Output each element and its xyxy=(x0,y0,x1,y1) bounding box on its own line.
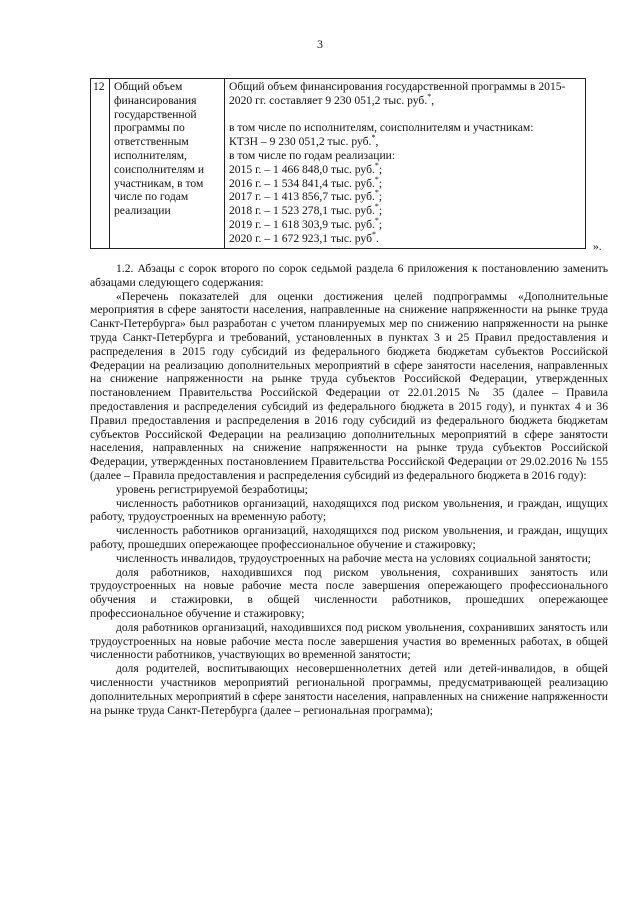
page-number: 3 xyxy=(317,37,323,51)
paragraph: численность работников организаций, находящихся под риском увольнения, и граждан, ищущих работу, прошедших опережающее профессиональное обучение и стажировку; xyxy=(90,524,608,551)
year-line: 2018 г. – 1 523 278,1 тыс. руб.*; xyxy=(229,202,383,218)
paragraph: численность работников организаций, находящихся под риском увольнения, и граждан, ищущих работу, трудоустроенных на временную работу; xyxy=(90,496,608,524)
closing-quote: ». xyxy=(593,240,602,253)
row-label: Общий объем финансирования государственной программы по ответственным исполнителям, соисполнителям и участникам, в том числе по годам реализации xyxy=(110,79,225,249)
total-financing: Общий объем финансирования государственной программы в 2015-2020 гг. составляет 9 230 051,2 тыс. руб.*, xyxy=(229,80,566,107)
year-line: 2019 г. – 1 618 303,9 тыс. руб.*; xyxy=(229,216,383,231)
year-line: 2016 г. – 1 534 841,4 тыс. руб.*; xyxy=(229,174,383,190)
paragraph: «Перечень показателей для оценки достижения целей подпрограммы «Дополнительные мероприятия в сфере занятости населения, направленные на снижение напряженности на рынке труда Санкт-Петербурга» был разработан с учетом планируемых мер по снижению напряженности на рынке труда Санкт-Петербурга и требований, установленных в пунктах 3 и 25 Правил предоставления и распределения в 2015 году субсидий из федерального бюджета бюджетам субъектов Российской Федерации на реализацию дополнительных мероприятий в сфере занятости населения, направленных на снижение напряженности на рынке труда субъектов Российской Федерации, утвержденных постановлением Правительства Российской Федерации от 22.01.2015 № 35 (далее – Правила предоставления и распределения субсидий из федерального бюджета в 2015 году), и пунктах 4 и 36 Правил предоставления и распределения в 2016 году субсидий из федерального бюджета бюджетам субъектов Российской Федерации на реализацию дополнительных мероприятий в сфере занятости населения, направленных на снижение напряженности на рынке труда субъектов Российской Федерации, утвержденных постановлением Правительства Российской Федерации от 29.02.2016 № 155 (далее – Правила предоставления и распределения субсидий из федерального бюджета в 2016 году): xyxy=(90,289,608,482)
paragraph: 1.2. Абзацы с сорок второго по сорок седьмой раздела 6 приложения к постановлению заменить абзацами следующего содержания: xyxy=(90,262,608,289)
row-content xyxy=(225,79,586,249)
by-executors-line: в том числе по исполнителям, соисполнителям и участникам: xyxy=(229,121,534,135)
body-text xyxy=(90,262,608,717)
table-row xyxy=(91,79,586,249)
year-line: 2020 г. – 1 672 923,1 тыс. руб*. xyxy=(229,229,379,245)
paragraph: доля родителей, воспитывающих несовершеннолетних детей или детей-инвалидов, в общей численности участников мероприятий региональной программы, предусматривающей реализацию дополнительных мероприятий в сфере занятости населения, направленных на снижение напряженности на рынке труда Санкт-Петербурга (далее – региональная программа); xyxy=(90,662,608,717)
paragraph: численность инвалидов, трудоустроенных на рабочие места на условиях социальной занятости; xyxy=(116,551,592,565)
row-number: 12 xyxy=(91,79,110,249)
paragraph: уровень регистрируемой безработицы; xyxy=(116,482,308,496)
ktzn-line: КТЗН – 9 230 051,2 тыс. руб.*, xyxy=(229,133,379,149)
year-line: 2017 г. – 1 413 856,7 тыс. руб.*; xyxy=(229,188,383,204)
paragraph: доля работников организаций, находившихся под риском увольнения, сохранивших занятость или трудоустроенных на новые рабочие места после завершения участия во временных работах, в общей численности работников, участвующих во временной занятости; xyxy=(90,620,608,662)
paragraph: доля работников, находившихся под риском увольнения, сохранивших занятость или трудоустроенных на новые рабочие места после завершения опережающего профессионального обучения и стажировки, в общей численности работников, прошедших опережающее профессиональное обучение и стажировку; xyxy=(90,565,608,620)
by-years-line: в том числе по годам реализации: xyxy=(229,148,396,162)
year-line: 2015 г. – 1 466 848,0 тыс. руб.*; xyxy=(229,160,383,176)
financing-table xyxy=(90,78,586,249)
